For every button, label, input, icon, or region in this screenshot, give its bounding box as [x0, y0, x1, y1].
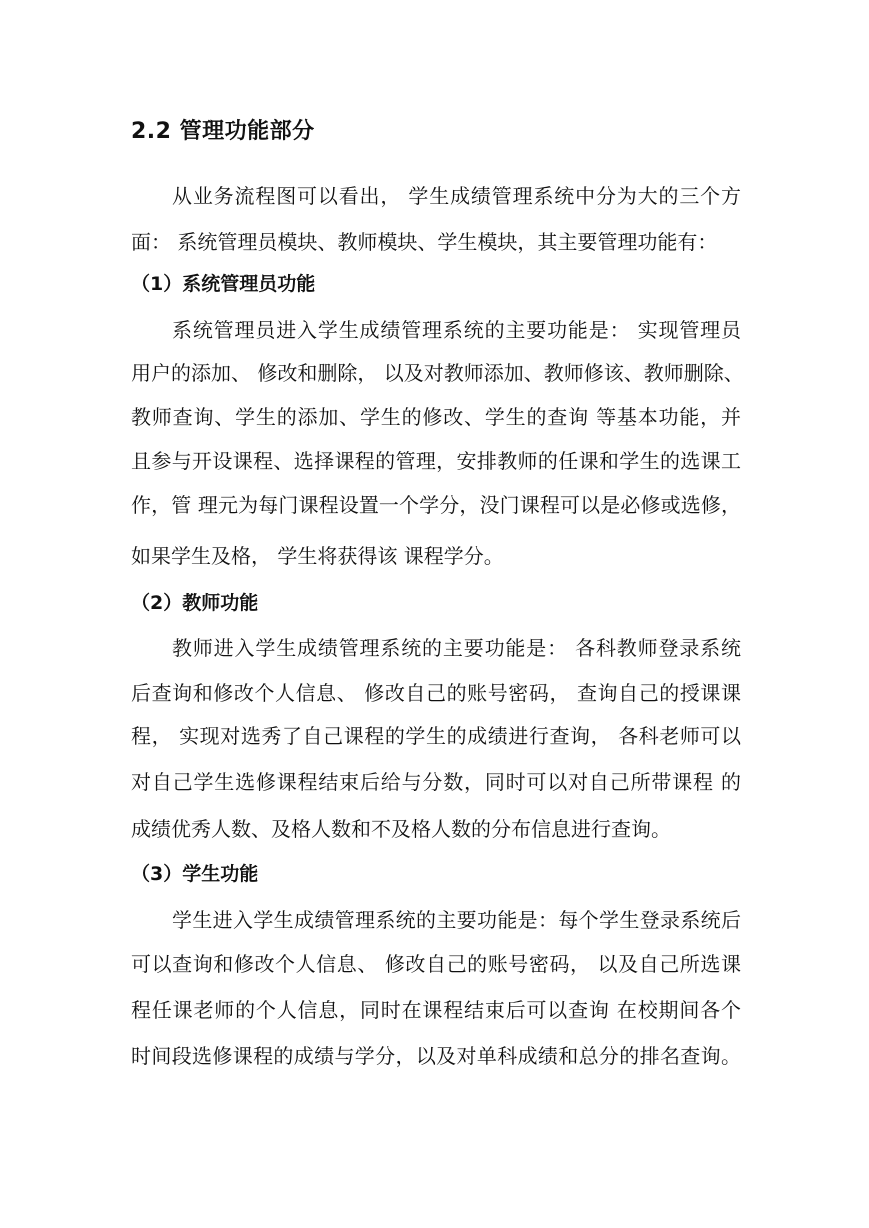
section-title: 2.2 管理功能部分 [131, 119, 315, 144]
paragraph-line: 程， 实现对选秀了自己课程的学生的成绩进行查询， 各科老师可以 [131, 724, 741, 748]
paragraph-line: 教师进入学生成绩管理系统的主要功能是： 各科教师登录系统 [172, 636, 741, 660]
subsection-heading-admin: （1）系统管理员功能 [131, 273, 316, 295]
paragraph-line: 用户的添加、 修改和删除， 以及对教师添加、教师修该、教师删除、 [131, 361, 744, 385]
paragraph-line: 且参与开设课程、选择课程的管理，安排教师的任课和学生的选课工 [131, 449, 741, 473]
paragraph-line: 系统管理员进入学生成绩管理系统的主要功能是： 实现管理员 [172, 318, 741, 342]
intro-line: 面： 系统管理员模块、教师模块、学生模块，其主要管理功能有： [131, 230, 718, 254]
paragraph-line: 学生进入学生成绩管理系统的主要功能是：每个学生登录系统后 [172, 908, 741, 932]
paragraph-line: 教师查询、学生的添加、学生的修改、学生的查询 等基本功能，并 [131, 405, 741, 429]
paragraph-line: 时间段选修课程的成绩与学分，以及对单科成绩和总分的排名查询。 [131, 1044, 741, 1068]
subsection-heading-teacher: （2）教师功能 [131, 592, 259, 614]
intro-line: 从业务流程图可以看出， 学生成绩管理系统中分为大的三个方 [172, 184, 741, 208]
paragraph-line: 如果学生及格， 学生将获得该 课程学分。 [131, 544, 504, 568]
paragraph-line: 可以查询和修改个人信息、 修改自己的账号密码， 以及自己所选课 [131, 952, 741, 976]
paragraph-line: 作，管 理元为每门课程设置一个学分，没门课程可以是必修或选修， [131, 493, 741, 517]
subsection-heading-student: （3）学生功能 [131, 863, 259, 885]
paragraph-line: 程任课老师的个人信息，同时在课程结束后可以查询 在校期间各个 [131, 998, 741, 1022]
paragraph-line: 后查询和修改个人信息、 修改自己的账号密码， 查询自己的授课课 [131, 681, 741, 705]
paragraph-line: 成绩优秀人数、及格人数和不及格人数的分布信息进行查询。 [131, 817, 671, 841]
paragraph-line: 对自己学生选修课程结束后给与分数，同时可以对自己所带课程 的 [131, 770, 741, 794]
